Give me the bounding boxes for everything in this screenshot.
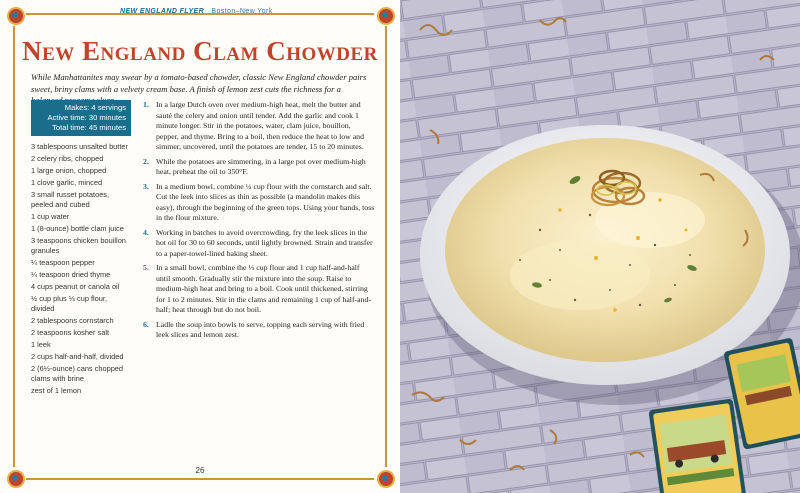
- ingredient-item: 2 tablespoons cornstarch: [31, 315, 114, 325]
- active-time: Active time: 30 minutes: [47, 113, 126, 122]
- ingredient-item: ½ cup plus ⅓ cup flour, divided: [31, 294, 108, 313]
- recipe-title: New England Clam Chowder: [22, 36, 378, 66]
- step-text: While the potatoes are simmering, in a large pot over medium-high heat, preheat the oil to 350°F.: [156, 156, 366, 176]
- series-name: NEW ENGLAND FLYER: [120, 8, 205, 15]
- route-name: Boston–New York: [211, 8, 273, 15]
- frame-rule-bottom: [26, 478, 374, 480]
- ingredient-item: 2 (6½-ounce) cans chopped clams with brine: [31, 364, 124, 383]
- step-number: 2.: [143, 156, 149, 166]
- ingredient-item: zest of 1 lemon: [31, 385, 82, 395]
- recipe-intro: While Manhattanites may swear by a tomato-based chowder, classic New England chowder pairs sweet, briny clams with a velvety cream base. A finish of lemon zest cuts the richness for a: [31, 72, 367, 94]
- total-time: Total time: 45 minutes: [52, 123, 126, 132]
- instruction-step: [143, 100, 375, 153]
- ingredient-item: 2 cups half-and-half, divided: [31, 352, 124, 362]
- ingredient-item: 1 large onion, chopped: [31, 166, 107, 176]
- instruction-step: [143, 228, 375, 260]
- instruction-step: [143, 182, 375, 224]
- frame-rule-left: [13, 26, 15, 467]
- ingredient-item: 4 cups peanut or canola oil: [31, 282, 120, 292]
- step-text: Working in batches to avoid overcrowding, fry the leek slices in the hot oil for 30 to 60 seconds, until lightly browned. Strain and transfer to a paper-towel-lined baking sheet.: [156, 227, 373, 258]
- step-number: 4.: [143, 227, 149, 237]
- step-text: Ladle the soup into bowls to serve, topping each serving with fried leek slices and lemon zest.: [156, 319, 365, 339]
- ingredient-item: 1 clove garlic, minced: [31, 178, 103, 188]
- corner-ornament-icon: [4, 4, 26, 26]
- ingredient-item: ¼ teaspoon pepper: [31, 257, 95, 267]
- page-number: 26: [195, 466, 205, 475]
- recipe-meta-box: [31, 100, 131, 136]
- ingredient-list: [31, 142, 131, 398]
- step-text: In a medium bowl, combine ½ cup flour with the cornstarch and salt. Cut the leek into slices as thin as possible (a mandolin makes this easy), through the beginning of the green tops. Using your hands, toss in the flour mixture.: [156, 181, 375, 222]
- step-number: 3.: [143, 181, 149, 191]
- step-number: 5.: [143, 263, 149, 272]
- step-number: 1.: [143, 100, 149, 109]
- servings: Makes: 4 servings: [64, 103, 126, 112]
- ingredient-item: 2 teaspoons kosher salt: [31, 328, 110, 337]
- step-text: In a small bowl, combine the ⅓ cup flour and 1 cup half-and-half until smooth. Gradually stir the mixture into the soup. Raise to medium-high heat and bring to a boil. Cook until thickened, stirring for 1 to 2 minutes. Stir in the clams and remaining 1 cup of half-and-half; heat through but do not boil.: [156, 263, 372, 314]
- instruction-list: [143, 100, 375, 345]
- step-number: 6.: [143, 319, 149, 329]
- instruction-step: [143, 263, 375, 316]
- corner-ornament-icon: [374, 4, 396, 26]
- ingredient-item: 3 small russet potatoes, peeled and cubed: [31, 190, 110, 209]
- ingredient-item: 3 teaspoons chicken bouillon granules: [31, 236, 126, 255]
- step-text: In a large Dutch oven over medium-high heat, melt the butter and sauté the celery and onion until tender. Add the garlic and cook 1 minute longer. Stir in the potatoes, water, clam juice, bouillon, pepper, and thyme. Bring to a boil, then reduce the heat to low and simmer, uncovered, until the potatoes are tender, 15 to 20 minutes.: [156, 100, 364, 151]
- ingredient-item: 1 (8-ounce) bottle clam juice: [31, 224, 124, 234]
- running-header: [120, 8, 273, 15]
- frame-rule-right: [385, 26, 387, 467]
- chowder-photo: [400, 0, 800, 493]
- ingredient-item: 2 celery ribs, chopped: [31, 154, 104, 164]
- ingredient-item: 1 leek: [31, 340, 51, 350]
- ingredient-item: 1 cup water: [31, 212, 70, 222]
- photo-illustration: [400, 0, 800, 493]
- ingredient-item: ¼ teaspoon dried thyme: [31, 270, 111, 280]
- instruction-step: [143, 157, 375, 178]
- ingredient-item: 3 tablespoons unsalted butter: [31, 142, 128, 151]
- instruction-step: [143, 320, 375, 341]
